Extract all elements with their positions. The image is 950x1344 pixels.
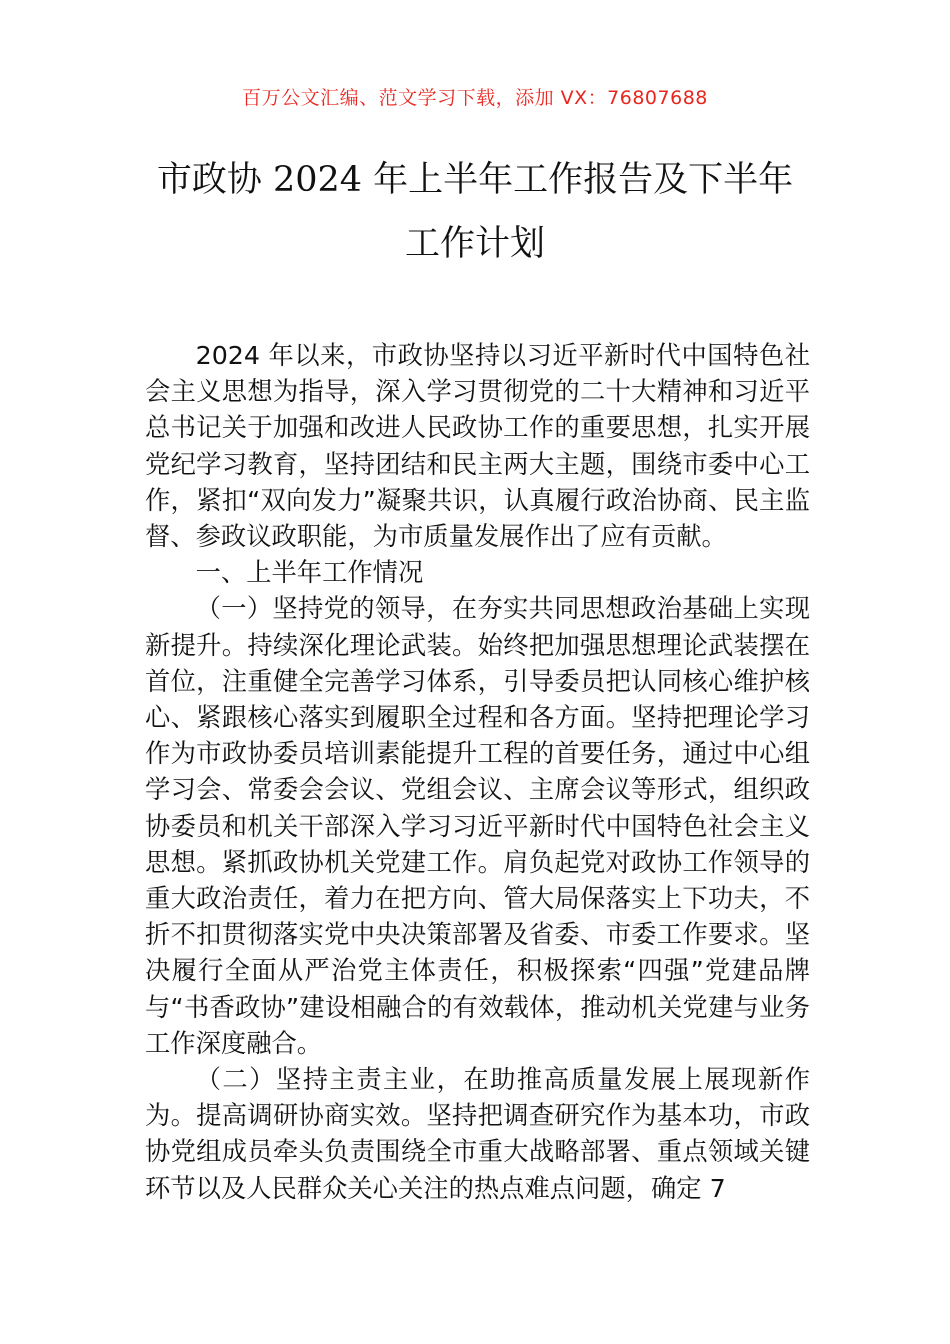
body-paragraph-intro: 2024 年以来，市政协坚持以习近平新时代中国特色社会主义思想为指导，深入学习贯彻党的二十大精神和习近平总书记关于加强和改进人民政协工作的重要思想，扎实开展党纪学习教育，坚持团结和民主两大主题，围绕市委中心工作，紧扣“双向发力”凝聚共识，认真履行政治协商、民主监督、参政议政职能，为市质量发展作出了应有贡献。 <box>145 341 810 552</box>
body-paragraph-part-two: （二）坚持主责主业，在助推高质量发展上展现新作为。提高调研协商实效。坚持把调查研究作为基本功，市政协党组成员牵头负责围绕全市重大战略部署、重点领域关键环节以及人民群众关心关注的热点难点问题，确定 7 <box>145 1065 810 1203</box>
document-body <box>145 338 810 1207</box>
body-paragraph-part-one: （一）坚持党的领导，在夯实共同思想政治基础上实现新提升。持续深化理论武装。始终把加强思想理论武装摆在首位，注重健全完善学习体系，引导委员把认同核心维护核心、紧跟核心落实到履职全过程和各方面。坚持把理论学习作为市政协委员培训素能提升工程的首要任务，通过中心组学习会、常委会会议、党组会议、主席会议等形式，组织政协委员和机关干部深入学习习近平新时代中国特色社会主义思想。紧抓政协机关党建工作。肩负起党对政协工作领导的重大政治责任，着力在把方向、管大局保落实上下功夫，不折不扣贯彻落实党中央决策部署及省委、市委工作要求。坚决履行全面从严治党主体责任，积极探索“四强”党建品牌与“书香政协”建设相融合的有效载体，推动机关党建与业务工作深度融合。 <box>145 594 810 1058</box>
document-title: 市政协 2024 年上半年工作报告及下半年工作计划 <box>156 160 794 264</box>
header-note: 百万公文汇编、范文学习下载，添加 VX：76807688 <box>242 87 708 109</box>
section-heading: 一、上半年工作情况 <box>195 558 424 588</box>
